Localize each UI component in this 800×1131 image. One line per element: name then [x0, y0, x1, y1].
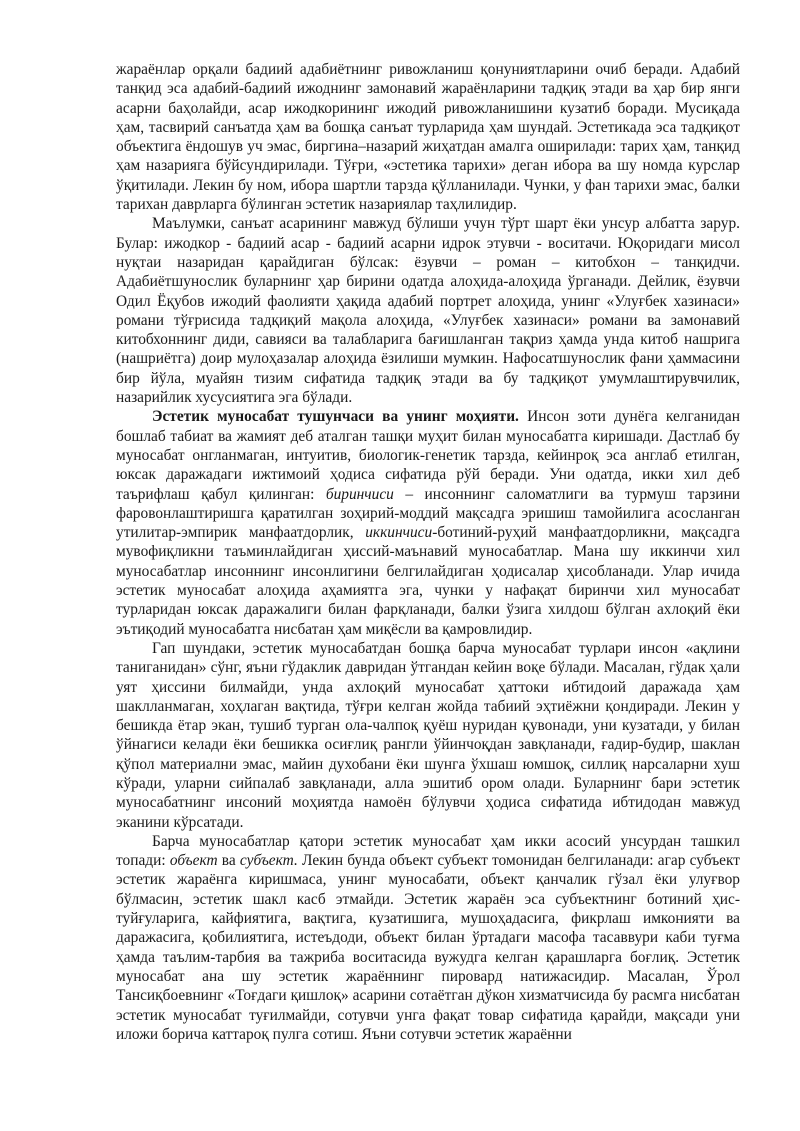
paragraph-2	[116, 214, 740, 407]
term-object: объект	[169, 852, 218, 870]
paragraph-5-text-a: Барча муносабатлар қатори эстетик муносабат ҳам икки асосий унсурдан ташкил топади:	[116, 832, 740, 870]
document-page	[116, 60, 740, 1044]
section-heading: Эстетик муносабат тушунчаси ва унинг моҳияти.	[152, 408, 519, 426]
paragraph-3	[116, 407, 740, 639]
paragraph-1	[116, 60, 740, 214]
term-first: биринчиси	[325, 485, 394, 503]
paragraph-5	[116, 832, 740, 1044]
paragraph-3-text-c: -ботиний-руҳий манфаатдорликни, мақсадга мувофиқликни таъминлайдиган ҳиссий-маънавий муносабатлар. Мана шу иккинчи хил муносабатлар инсоннинг инсонлигини белгилайдиган ҳодисалар ҳисобланади. Улар ичида эстетик муносабат алоҳида аҳамиятга эга, чунки у нафақат биринчи хил муносабат турларидан юксак даражалиги билан фарқланади, балки ўзига хилдош бўлган ахлоқий ёки эътиқодий муносабатга нисбатан ҳам миқёсли ва қамровлидир.	[116, 524, 740, 638]
paragraph-2-text: Маълумки, санъат асарининг мавжуд бўлиши учун тўрт шарт ёки унсур албатта зарур. Булар: ижодкор - бадиий асар - бадиий асарни идрок этувчи - воситачи. Юқоридаги мисол нуқтаи назаридан қарайдиган бўлсак: ёзувчи – роман – китобхон – танқидчи. Адабиётшунослик буларнинг ҳар бирини одатда алоҳида-алоҳида ўрганади. Дейлик, ёзувчи Одил Ёқубов ижодий фаолияти ҳақида адабий портрет алоҳида, унинг «Улуғбек хазинаси» романи тўғрисида тадқиқий мақола алоҳида, «Улуғбек хазинаси» романи ва замонавий китобхоннинг диди, савияси ва талабларига бағишланган тақриз ҳамда унда китоб нашрига (нашриётга) доир мулоҳазалар алоҳида ёзилиши мумкин. Нафосатшунослик фани ҳаммасини бир йўла, муайян тизим сифатида тадқиқ этади ва бу тадқиқот умумлаштирувчилик, назарийлик хусусиятига эга бўлади.	[116, 215, 740, 407]
paragraph-3-text-a: Инсон зоти дунёга келганидан бошлаб табиат ва жамият деб аталган ташқи муҳит билан муносабатга киришади. Дастлаб бу муносабат онгланмаган, интуитив, биологик-генетик тарзда, кейинроқ эса англаб етилган, юксак даражадаги ижтимоий ҳодиса сифатида рўй беради. Уни одатда, икки хил деб таърифлаш қабул қилинган:	[116, 408, 740, 503]
paragraph-4-text: Гап шундаки, эстетик муносабатдан бошқа барча муносабат турлари инсон «ақлини таниганидан» сўнг, яъни гўдаклик давридан ўтгандан кейин воқе бўлади. Масалан, гўдак ҳали уят ҳиссини билмайди, унда ахлоқий муносабат ҳаттоки ибтидоий даражада ҳам шаклланмаган, хоҳлаган вақтида, тўғри келган жойда табиий эҳтиёжни қондиради. Лекин у бешикда ётар экан, тушиб турган ола-чалпоқ қуёш нуридан қувонади, уни кузатади, у билан ўйнагиси келади ёки бешикка осиғлиқ рангли ўйинчоқдан завқланади, ғадир-будир, шаклан қўпол материални эмас, майин духобани ёки шунга ўхшаш юмшоқ, силлиқ нарсаларни хуш кўради, уларни сийпалаб завқланади, алла эшитиб ором олади. Буларнинг бари эстетик муносабатнинг инсоний моҳиятда намоён бўлувчи ҳодиса сифатида ибтидодан мавжуд эканини кўрсатади.	[116, 639, 740, 831]
paragraph-5-text-c: Лекин бунда объект субъект томонидан белгиланади: агар субъект эстетик жараёнга киришмаса, унинг муносабати, объект қанчалик гўзал ёки улуғвор бўлмасин, эстетик шакл касб этмайди. Эстетик жараён эса субъектнинг ботиний ҳис-туйғуларига, кайфиятига, вақтига, кузатишига, мушоҳадасига, фикрлаш имконияти ва даражасига, қобилиятига, истеъдоди, объект билан ўртадаги масофа тасаввури каби туғма ҳамда таълим-тарбия ва тажриба воситасида вужудга келган қарашларга боғлиқ. Эстетик муносабат ана шу эстетик жараённинг пировард натижасидир. Масалан, Ўрол Тансиқбоевнинг «Тоғдаги қишлоқ» асарини сотаётган дўкон хизматчисида бу расмга нисбатан эстетик муносабат туғилмайди, сотувчи унга фақат товар сифатида қарайди, мақсади уни иложи борича каттароқ пулга сотиш. Яъни сотувчи эстетик жараённи	[116, 852, 740, 1043]
paragraph-3-text-b: – инсоннинг саломатлиги ва турмуш тарзини фаровонлаштиришга қаратилган зоҳирий-моддий мақсадга эришиш тамойилига асосланган утилитар-эмпирик манфаатдорлик,	[116, 485, 740, 542]
paragraph-1-text: жараёнлар орқали бадиий адабиётнинг ривожланиш қонуниятларини очиб беради. Адабий танқид эса адабий-бадиий ижоднинг замонавий жараёнларини тадқиқ этади ва ҳар бир янги асарни баҳолайди, асар ижодкорининг ижодий ривожланишини кузатиб боради. Мусиқада ҳам, тасвирий санъатда ҳам ва бошқа санъат турларида ҳам шундай. Эстетикада эса тадқиқот объектига ёндошув уч эмас, биргина–назарий жиҳатдан амалга оширилади: тарих ҳам, танқид ҳам назарияга бўйсундирилади. Тўғри, «эстетика тарихи» деган ибора ва шу номда курслар ўқитилади. Лекин бу ном, ибора шартли тарзда қўлланилади. Чунки, у фан тарихи эмас, балки тарихан даврларга бўлинган эстетик назариялар таҳлилидир.	[116, 61, 740, 214]
paragraph-4	[116, 639, 740, 832]
term-subject: субъект.	[239, 852, 298, 870]
term-second: иккинчиси	[365, 524, 433, 542]
paragraph-5-text-b: ва	[217, 852, 240, 870]
